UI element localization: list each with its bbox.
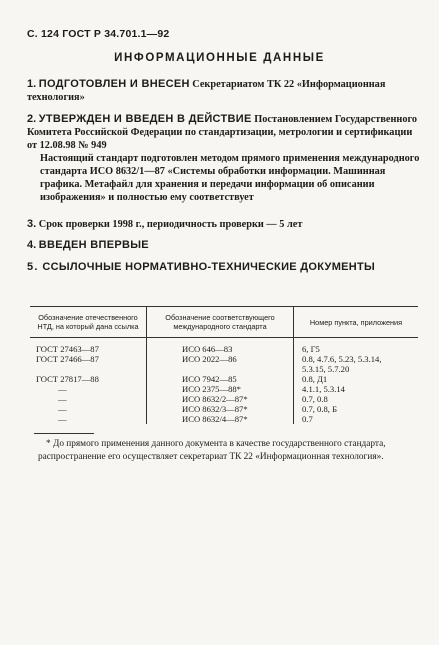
section-text: Постановлением Государственного Комитета Российской Федерации по стандартизации, метрологии и сертификации от 12.08.98 № 949 <box>27 114 418 151</box>
section-text: Секретариатом ТК 22 «Информационная технология» <box>27 79 386 103</box>
table-cell: ИСО 8632/4—87* <box>147 414 294 424</box>
footnote: * До прямого применения данного документа в качестве государственного стандарта, распространение его осуществляет секретариат ТК 22 «Информационная технология». <box>38 439 386 462</box>
page-header: С. 124 ГОСТ Р 34.701.1—92 <box>27 28 170 40</box>
table-cell: 4.1.1, 5.3.14 <box>302 384 345 394</box>
section-4 <box>27 239 421 252</box>
table-cell: — <box>30 384 147 394</box>
page-title: ИНФОРМАЦИОННЫЕ ДАННЫЕ <box>114 52 325 64</box>
table-cell <box>147 364 294 374</box>
table-cell: ГОСТ 27463—87 <box>30 338 147 355</box>
section-5 <box>27 261 421 274</box>
table-cell: — <box>30 394 147 404</box>
table-cell: ИСО 2375—88* <box>147 384 294 394</box>
section-text: Срок проверки 1998 г., периодичность проверки — 5 лет <box>38 219 303 230</box>
section-heading: ВВЕДЕН ВПЕРВЫЕ <box>38 239 149 251</box>
table-cell: ИСО 646—83 <box>147 338 294 355</box>
table-cell: ГОСТ 27466—87 <box>30 354 147 364</box>
section-heading: УТВЕРЖДЕН И ВВЕДЕН В ДЕЙСТВИЕ <box>38 113 252 125</box>
table-cell: 0.8, 4.7.6, 5.23, 5.3.14, <box>302 354 382 364</box>
section-2 <box>27 113 421 204</box>
table-cell: 0.7, 0.8, Б <box>302 404 338 414</box>
table-row <box>30 414 418 424</box>
table-cell: ИСО 8632/3—87* <box>147 404 294 414</box>
table-cell: 6, Г5 <box>302 344 320 354</box>
footnote-divider <box>34 433 94 434</box>
section-number: 5. <box>27 261 39 273</box>
section-heading: ССЫЛОЧНЫЕ НОРМАТИВНО-ТЕХНИЧЕСКИЕ ДОКУМЕНТЫ <box>42 261 376 273</box>
table-row <box>30 384 418 394</box>
section-text-2: Настоящий стандарт подготовлен методом прямого применения международного стандарта ИСО 8632/1—87 «Системы обработки информации. Машинная графика. Метафайл для хранения и передачи информации об описании изображения» и полностью ему соответствует <box>40 153 420 203</box>
section-number: 1. <box>27 78 37 90</box>
table-cell: ИСО 7942—85 <box>147 374 294 384</box>
table-cell: ИСО 8632/2—87* <box>147 394 294 404</box>
table-row <box>30 354 418 364</box>
table-row <box>30 374 418 384</box>
section-3 <box>27 218 421 231</box>
table-row <box>30 364 418 374</box>
column-header: Обозначение отечественного НТД, на который дана ссылка <box>30 307 147 338</box>
section-number: 3. <box>27 218 37 230</box>
section-number: 2. <box>27 113 37 125</box>
table-header-row <box>30 307 418 338</box>
table-cell: ГОСТ 27817—88 <box>30 374 147 384</box>
table-row <box>30 404 418 414</box>
table-cell: — <box>30 414 147 424</box>
section-heading: ПОДГОТОВЛЕН И ВНЕСЕН <box>38 78 190 90</box>
table-row <box>30 394 418 404</box>
section-1 <box>27 78 421 104</box>
table-cell: 0.7 <box>302 414 313 424</box>
section-number: 4. <box>27 239 37 251</box>
table-cell: ИСО 2022—86 <box>147 354 294 364</box>
table-cell: 0.7, 0.8 <box>302 394 328 404</box>
column-header: Номер пункта, приложения <box>294 307 419 338</box>
column-header: Обозначение соответствующего международного стандарта <box>147 307 294 338</box>
table-cell: — <box>30 404 147 414</box>
references-table <box>30 306 418 424</box>
table-cell <box>30 364 147 374</box>
table-row <box>30 338 418 355</box>
table-cell: 5.3.15, 5.7.20 <box>302 364 350 374</box>
table-cell: 0.8, Д1 <box>302 374 328 384</box>
